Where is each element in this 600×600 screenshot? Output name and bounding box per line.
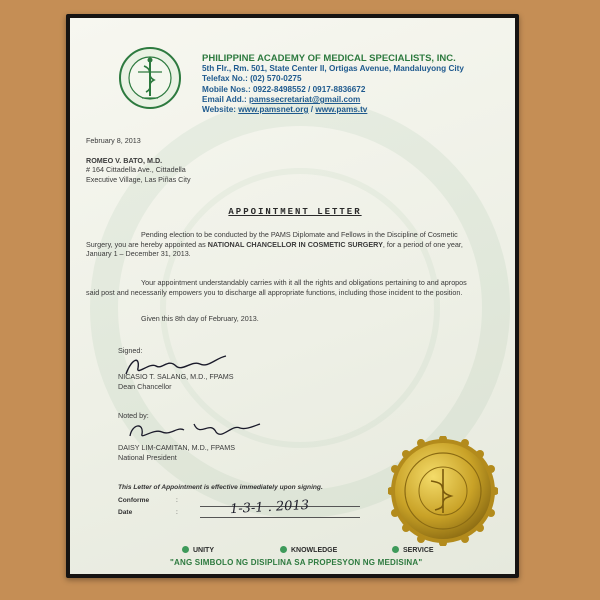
org-name: PHILIPPINE ACADEMY OF MEDICAL SPECIALISTS, INC. bbox=[202, 53, 456, 64]
signatory-2-name: DAISY LIM-CAMITAN, M.D., FPAMS bbox=[118, 443, 236, 452]
value-unity: UNITY bbox=[182, 546, 214, 554]
knowledge-bullet-icon bbox=[280, 546, 287, 553]
pams-logo-icon bbox=[118, 46, 182, 110]
signatory-1-name: NICASIO T. SALANG, M.D., FPAMS bbox=[118, 372, 234, 381]
handwritten-date: 1-3-1 . 2013 bbox=[229, 497, 310, 518]
website-separator: / bbox=[310, 105, 314, 115]
paragraph-1-a: Pending election to be conducted by the PAMS Diplomate and Fellows in the Discipline of Cosmetic Surgery, you are hereby appointed as bbox=[86, 230, 458, 249]
recipient-address-1: # 164 Cittadella Ave., Cittadella bbox=[86, 165, 186, 175]
letterhead bbox=[202, 54, 502, 115]
service-bullet-icon bbox=[392, 546, 399, 553]
paragraph-2: Your appointment understandably carries with it all the rights and obligations pertaining to and apropos said post and necessarily empowers you to discharge all appropriate functions, including those incident to the position. bbox=[86, 278, 467, 297]
effective-note: This Letter of Appointment is effective immediately upon signing. bbox=[118, 484, 323, 491]
letter-title: APPOINTMENT LETTER bbox=[228, 207, 362, 217]
email-label: Email Add.: bbox=[202, 94, 247, 104]
date-label: Date bbox=[118, 509, 133, 516]
date-line bbox=[200, 517, 360, 518]
paragraph-3: Given this 8th day of February, 2013. bbox=[141, 314, 259, 323]
signed-label: Signed: bbox=[118, 346, 143, 355]
date-colon: : bbox=[176, 509, 178, 516]
noted-label: Noted by: bbox=[118, 411, 149, 420]
gold-seal-icon bbox=[388, 436, 498, 546]
letter-date: February 8, 2013 bbox=[86, 136, 141, 145]
signature-2-scribble bbox=[124, 416, 264, 444]
recipient-address-2: Executive Village, Las Piñas City bbox=[86, 174, 191, 184]
website-label: Website: bbox=[202, 105, 236, 115]
paragraph-1-b: , for a period of one year, January 1 – December 31, 2013. bbox=[86, 239, 463, 259]
value-service: SERVICE bbox=[392, 546, 434, 554]
unity-bullet-icon bbox=[182, 546, 189, 553]
org-mobile: Mobile Nos.: 0922-8498552 / 0917-8836672 bbox=[202, 84, 366, 94]
signatory-2-position: National President bbox=[118, 453, 177, 462]
recipient-block bbox=[86, 156, 476, 184]
website-link-1[interactable]: www.pamsnet.org bbox=[238, 105, 309, 115]
org-website-line bbox=[202, 105, 502, 115]
document-paper bbox=[70, 18, 515, 574]
org-email-line bbox=[202, 95, 502, 105]
paragraph-1-position: NATIONAL CHANCELLOR IN COSMETIC SURGERY bbox=[207, 239, 383, 249]
org-address: 5th Flr., Rm. 501, State Center II, Ortigas Avenue, Mandaluyong City bbox=[202, 64, 464, 74]
paragraph-1 bbox=[86, 230, 468, 259]
footer-motto: "ANG SIMBOLO NG DISIPLINA SA PROPESYON NG MEDISINA" bbox=[170, 558, 423, 567]
email-link[interactable]: pamssecretariat@gmail.com bbox=[249, 94, 361, 104]
signatory-1-position: Dean Chancellor bbox=[118, 382, 172, 391]
value-knowledge: KNOWLEDGE bbox=[280, 546, 337, 554]
website-link-2[interactable]: www.pams.tv bbox=[315, 105, 368, 115]
conforme-colon: : bbox=[176, 497, 178, 504]
recipient-name: ROMEO V. BATO, M.D. bbox=[86, 156, 163, 165]
org-telefax: Telefax No.: (02) 570-0275 bbox=[202, 74, 302, 84]
conforme-label: Conforme bbox=[118, 497, 150, 504]
